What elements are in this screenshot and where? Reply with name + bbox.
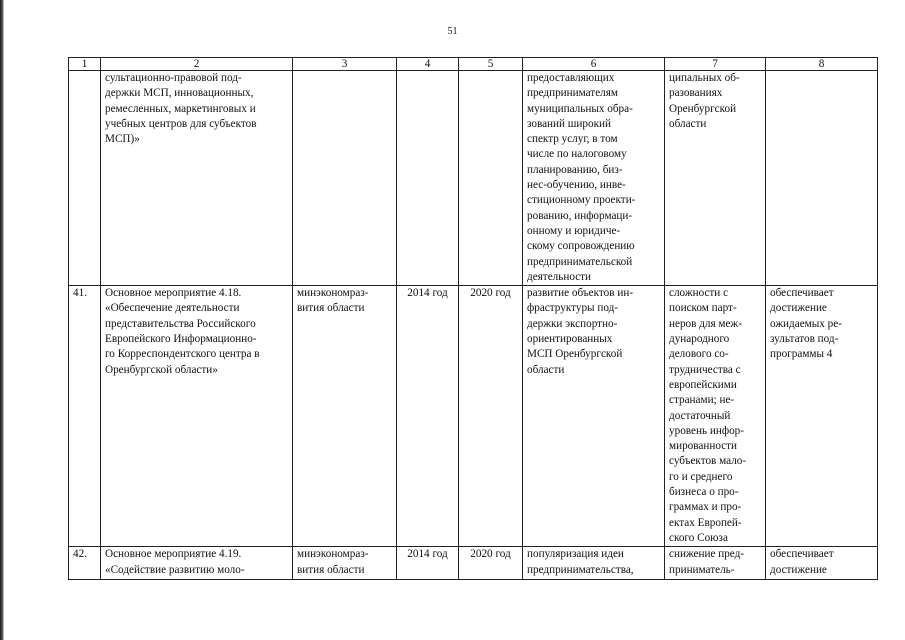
header-cell: 8: [766, 58, 878, 71]
executor: минэкономраз- вития области: [293, 286, 397, 547]
expected-result: популяризация идеи предпринимательства,: [523, 547, 665, 580]
executor: минэкономраз- вития области: [293, 547, 397, 580]
row-number: 41.: [69, 286, 101, 547]
header-cell: 3: [293, 58, 397, 71]
measure-name: Основное мероприятие 4.19. «Содействие развитию моло-: [101, 547, 293, 580]
header-cell: 5: [459, 58, 523, 71]
executor: [293, 71, 397, 286]
header-cell: 7: [665, 58, 766, 71]
measure-name: сультационно-правовой под- держки МСП, инновационных, ремесленных, маркетинговых и учебных центров для субъектов МСП)»: [101, 71, 293, 286]
start-year: 2014 год: [397, 547, 459, 580]
consequences: ципальных об- разованиях Оренбургской области: [665, 71, 766, 286]
header-cell: 4: [397, 58, 459, 71]
table-row: [69, 286, 878, 547]
end-year: 2020 год: [459, 286, 523, 547]
header-row: [69, 58, 878, 71]
header-cell: 1: [69, 58, 101, 71]
consequences: сложности с поиском парт- неров для меж- дународного делового со- трудничества с европейскими странами; не- достаточный уровень инфор- мированности субъектов мало- го и среднего бизнеса о про- граммах и про- ектах Европей- ского Союза: [665, 286, 766, 547]
measure-name: Основное мероприятие 4.18. «Обеспечение деятельности представительства Российского Европейского Информационно- го Корреспондентского центра в Оренбургской области»: [101, 286, 293, 547]
expected-result: развитие объектов ин- фраструктуры под- держки экспортно- ориентированных МСП Оренбургской области: [523, 286, 665, 547]
relation: [766, 71, 878, 286]
table-row: [69, 71, 878, 286]
header-cell: 6: [523, 58, 665, 71]
scan-edge: [0, 0, 4, 640]
relation: обеспечивает достижение: [766, 547, 878, 580]
table-row: [69, 547, 878, 580]
expected-result: предоставляющих предпринимателям муниципальных обра- зований широкий спектр услуг, в том числе по налоговому планированию, биз- нес-обучению, инве- стиционному проекти- рованию, информаци- онному и юридиче- скому сопровождению предпринимательской деятельности: [523, 71, 665, 286]
relation: обеспечивает достижение ожидаемых ре- зультатов под- программы 4: [766, 286, 878, 547]
measures-table: [68, 57, 878, 580]
start-year: 2014 год: [397, 286, 459, 547]
end-year: [459, 71, 523, 286]
page-number: 51: [447, 26, 458, 37]
consequences: снижение пред- приниматель-: [665, 547, 766, 580]
end-year: 2020 год: [459, 547, 523, 580]
header-cell: 2: [101, 58, 293, 71]
start-year: [397, 71, 459, 286]
row-number: 42.: [69, 547, 101, 580]
row-number: [69, 71, 101, 286]
